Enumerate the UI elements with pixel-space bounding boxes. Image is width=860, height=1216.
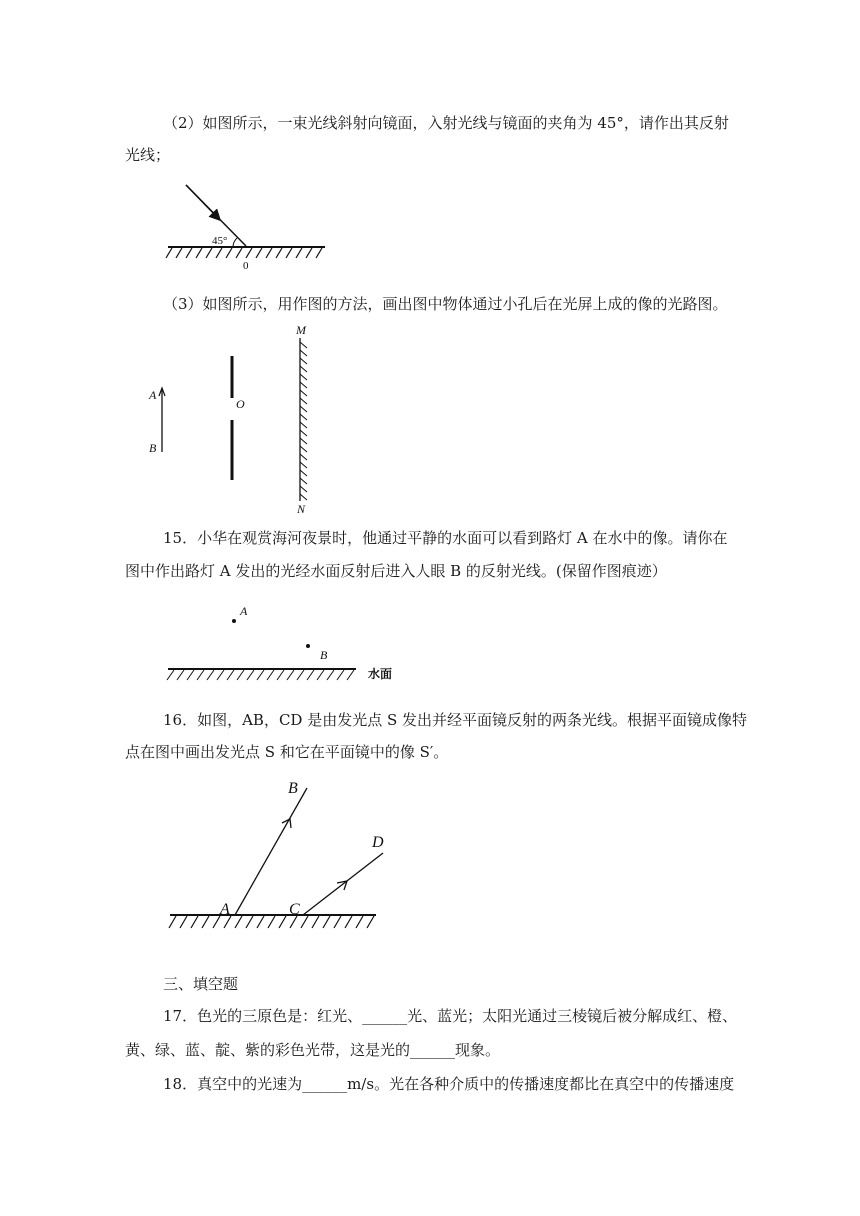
angle-label: 45° [212,235,228,247]
label-a: A [220,901,230,918]
label-d: D [372,834,384,851]
reflection-figure [160,178,340,276]
q17-line2: 黄、绿、蓝、靛、紫的彩色光带，这是光的______现象。 [125,1041,501,1059]
section-3-title: 三、填空题 [163,975,239,993]
label-b: B [320,648,328,662]
label-a: A [240,604,248,618]
water-label: 水面 [368,667,393,681]
mirror-hatching [169,916,374,928]
water-hatching [167,670,354,680]
label-n: N [297,502,306,514]
water-figure [160,598,400,690]
q15-line2: 图中作出路灯 A 发出的光经水面反射后进入人眼 B 的反射光线。(保留作图痕迹） [125,562,667,580]
pinhole-figure [140,318,320,514]
point-label: 0 [243,260,249,272]
angle-arc [233,238,237,247]
q18-line1: 18．真空中的光速为______m/s。光在各种介质中的传播速度都比在真空中的传播速度 [163,1075,735,1093]
q16-line2: 点在图中画出发光点 S 和它在平面镜中的像 S′。 [125,743,449,761]
label-b: B [149,441,157,455]
mirror-hatching [166,248,322,258]
mirror-rays-figure [160,776,390,936]
q17-line1: 17．色光的三原色是：红光、______光、蓝光；太阳光通过三棱镜后被分解成红、橙、 [163,1007,738,1025]
q14-3-text: （3）如图所示，用作图的方法，画出图中物体通过小孔后在光屏上成的像的光路图。 [163,295,728,313]
q14-2-line2: 光线； [125,146,171,164]
point-a [232,619,236,623]
point-b [306,644,310,648]
screen-hatching [300,342,307,500]
ray-ab [235,788,307,915]
q15-line1: 15．小华在观赏海河夜景时，他通过平静的水面可以看到路灯 A 在水中的像。请你在 [163,529,728,547]
q16-line1: 16．如图，AB，CD 是由发光点 S 发出并经平面镜反射的两条光线。根据平面镜成像特 [163,711,748,729]
label-o: O [236,397,245,411]
q14-2-line1: （2）如图所示，一束光线斜射向镜面，入射光线与镜面的夹角为 45°，请作出其反射 [163,114,729,132]
label-m: M [296,323,306,337]
label-b: B [288,780,298,797]
ray-cd [303,853,383,915]
label-c: C [289,901,300,918]
label-a: A [149,388,157,402]
